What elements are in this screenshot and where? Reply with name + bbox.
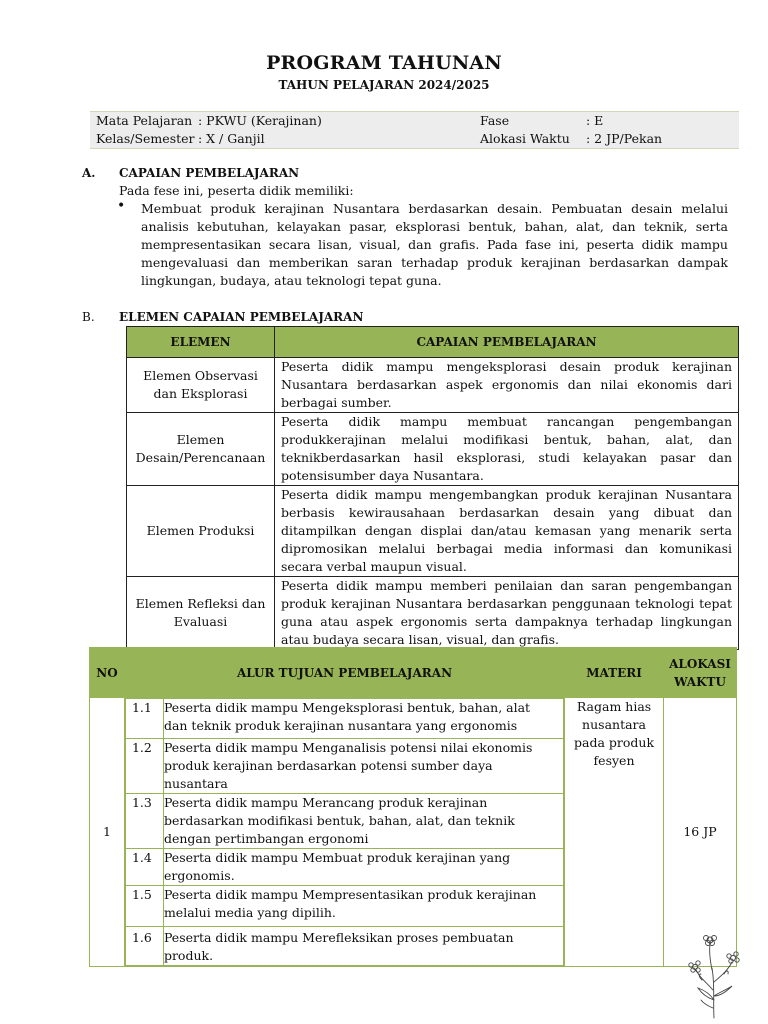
elemen-cell: Elemen Desain/Perencanaan xyxy=(127,413,275,486)
section-a-bullet-text: Membuat produk kerajinan Nusantara berdasarkan desain. Pembuatan desain melalui analisis kebutuhan, kelayakan pasar, eksplorasi bentuk, bahan, alat, dan teknik, serta mempresentasikan secara lisan, visual, dan grafis. Pada fase ini, peserta didik mampu mengevaluasi dan memberikan saran terhadap produk kerajinan berdasarkan dampak lingkungan, budaya, atau teknologi tepat guna. xyxy=(141,201,728,288)
kelas-label: Kelas/Semester xyxy=(96,131,195,146)
col-materi: MATERI xyxy=(565,648,664,698)
elemen-table-header xyxy=(127,327,739,358)
kelas-value: : X / Ganjil xyxy=(198,131,265,146)
section-b-letter: B. xyxy=(82,310,95,324)
alokasi-label: Alokasi Waktu xyxy=(480,131,570,146)
list-item xyxy=(125,886,563,927)
bullet-symbol: • xyxy=(117,198,126,214)
table-row xyxy=(90,698,737,967)
item-text: Peserta didik mampu Mengeksplorasi bentuk, bahan, alat dan teknik produk kerajinan nusantara yang ergonomis xyxy=(163,699,563,739)
table-row xyxy=(127,358,739,413)
capaian-cell: Peserta didik mampu mengeksplorasi desain produk kerajinan Nusantara berdasarkan aspek ergonomis dan nilai ekonomis dari berbagai sumber. xyxy=(275,358,739,413)
item-number: 1.6 xyxy=(125,927,163,966)
list-item xyxy=(125,927,563,966)
col-atp: ALUR TUJUAN PEMBELAJARAN xyxy=(124,648,564,698)
item-text: Peserta didik mampu Membuat produk kerajinan yang ergonomis. xyxy=(163,849,563,886)
item-number: 1.4 xyxy=(125,849,163,886)
col-capaian: CAPAIAN PEMBELAJARAN xyxy=(275,327,739,358)
item-text: Peserta didik mampu Merancang produk kerajinan berdasarkan modifikasi bentuk, bahan, alat, dan teknik dengan pertimbangan ergonomi xyxy=(163,794,563,849)
atp-items-list xyxy=(125,698,564,966)
item-number: 1.3 xyxy=(125,794,163,849)
elemen-table xyxy=(126,326,739,650)
elemen-cell: Elemen Refleksi dan Evaluasi xyxy=(127,577,275,650)
elemen-cell: Elemen Produksi xyxy=(127,486,275,577)
capaian-cell: Peserta didik mampu membuat rancangan pengembangan produkkerajinan melalui modifikasi bentuk, bahan, alat, dan teknikberdasarkan hasil eksplorasi, studi kelayakan pasar dan potensisumber daya Nusantara. xyxy=(275,413,739,486)
section-a-intro: Pada fese ini, peserta didik memiliki: xyxy=(119,183,354,198)
list-item xyxy=(125,794,563,849)
elemen-cell: Elemen Observasi dan Eksplorasi xyxy=(127,358,275,413)
atp-no: 1 xyxy=(90,698,125,967)
info-box xyxy=(90,111,739,149)
col-elemen: ELEMEN xyxy=(127,327,275,358)
section-a-letter: A. xyxy=(82,166,96,180)
flower-icon xyxy=(684,930,744,1020)
page-subtitle: TAHUN PELAJARAN 2024/2025 xyxy=(278,78,490,92)
capaian-cell: Peserta didik mampu mengembangkan produk kerajinan Nusantara berbasis kewirausahaan berdasarkan desain yang dibuat dan ditampilkan dengan displai dan/atau kemasan yang menarik serta dipromosikan melalui berbagai media informasi dan komunikasi secara verbal maupun visual. xyxy=(275,486,739,577)
mapel-label: Mata Pelajaran xyxy=(96,113,193,128)
col-alokasi: ALOKASI WAKTU xyxy=(663,648,736,698)
page-title: PROGRAM TAHUNAN xyxy=(266,52,502,74)
item-text: Peserta didik mampu Menganalisis potensi nilai ekonomis produk kerajinan berdasarkan potensi sumber daya nusantara xyxy=(163,739,563,794)
list-item xyxy=(125,849,563,886)
item-text: Peserta didik mampu Mempresentasikan produk kerajinan melalui media yang dipilih. xyxy=(163,886,563,927)
atp-table xyxy=(89,647,737,967)
mapel-value: : PKWU (Kerajinan) xyxy=(198,113,322,128)
atp-materi: Ragam hias nusantara pada produk fesyen xyxy=(565,698,664,967)
section-a-heading: CAPAIAN PEMBELAJARAN xyxy=(119,166,300,180)
item-text: Peserta didik mampu Merefleksikan proses pembuatan produk. xyxy=(163,927,563,966)
atp-alokasi: 16 JP xyxy=(663,698,736,967)
alokasi-value: : 2 JP/Pekan xyxy=(586,131,663,146)
atp-table-header xyxy=(90,648,737,698)
list-item xyxy=(125,739,563,794)
section-b-heading: ELEMEN CAPAIAN PEMBELAJARAN xyxy=(119,310,364,324)
table-row xyxy=(127,486,739,577)
item-number: 1.5 xyxy=(125,886,163,927)
fase-label: Fase xyxy=(480,113,510,128)
table-row xyxy=(127,577,739,650)
fase-value: : E xyxy=(586,113,604,128)
list-item xyxy=(125,699,563,739)
capaian-cell: Peserta didik mampu memberi penilaian dan saran pengembangan produk kerajinan Nusantara berdasarkan penggunaan teknologi tepat guna atau aspek ergonomis serta dampaknya terhadap lingkungan atau budaya secara lisan, visual, dan grafis. xyxy=(275,577,739,650)
atp-items-cell xyxy=(124,698,564,967)
item-number: 1.1 xyxy=(125,699,163,739)
table-row xyxy=(127,413,739,486)
col-no: NO xyxy=(90,648,125,698)
item-number: 1.2 xyxy=(125,739,163,794)
